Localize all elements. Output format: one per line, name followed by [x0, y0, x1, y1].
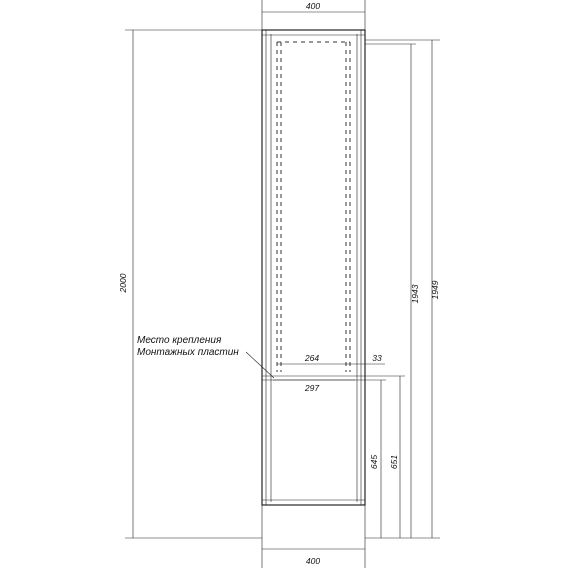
- dim-height-645: [365, 380, 386, 538]
- dim-plate-264-label: 264: [304, 353, 320, 363]
- dim-total-height-label: 2000: [118, 273, 128, 293]
- mounting-annotation: [137, 335, 274, 378]
- dim-top-width: [262, 0, 365, 30]
- dim-height-651-label: 651: [389, 454, 399, 470]
- dim-plate-297-label: 297: [304, 383, 320, 393]
- dim-plate-33-label: 33: [372, 353, 382, 363]
- dim-height-645-label: 645: [369, 454, 379, 470]
- dim-height-1943-label: 1943: [410, 284, 420, 304]
- annotation-line-2: Монтажных пластин: [137, 347, 239, 358]
- dim-total-height: [118, 30, 262, 538]
- hidden-lines: [277, 42, 350, 372]
- dim-height-1949-label: 1949: [430, 280, 440, 300]
- dim-bottom-width-label: 400: [305, 556, 321, 566]
- dim-plate-297: [273, 380, 355, 393]
- dim-top-width-label: 400: [305, 1, 321, 11]
- dim-plate-264: [277, 353, 346, 364]
- dim-bottom-width: [262, 505, 365, 568]
- annotation-line-1: Место крепления: [137, 335, 222, 346]
- annotation-leader-line: [246, 352, 274, 378]
